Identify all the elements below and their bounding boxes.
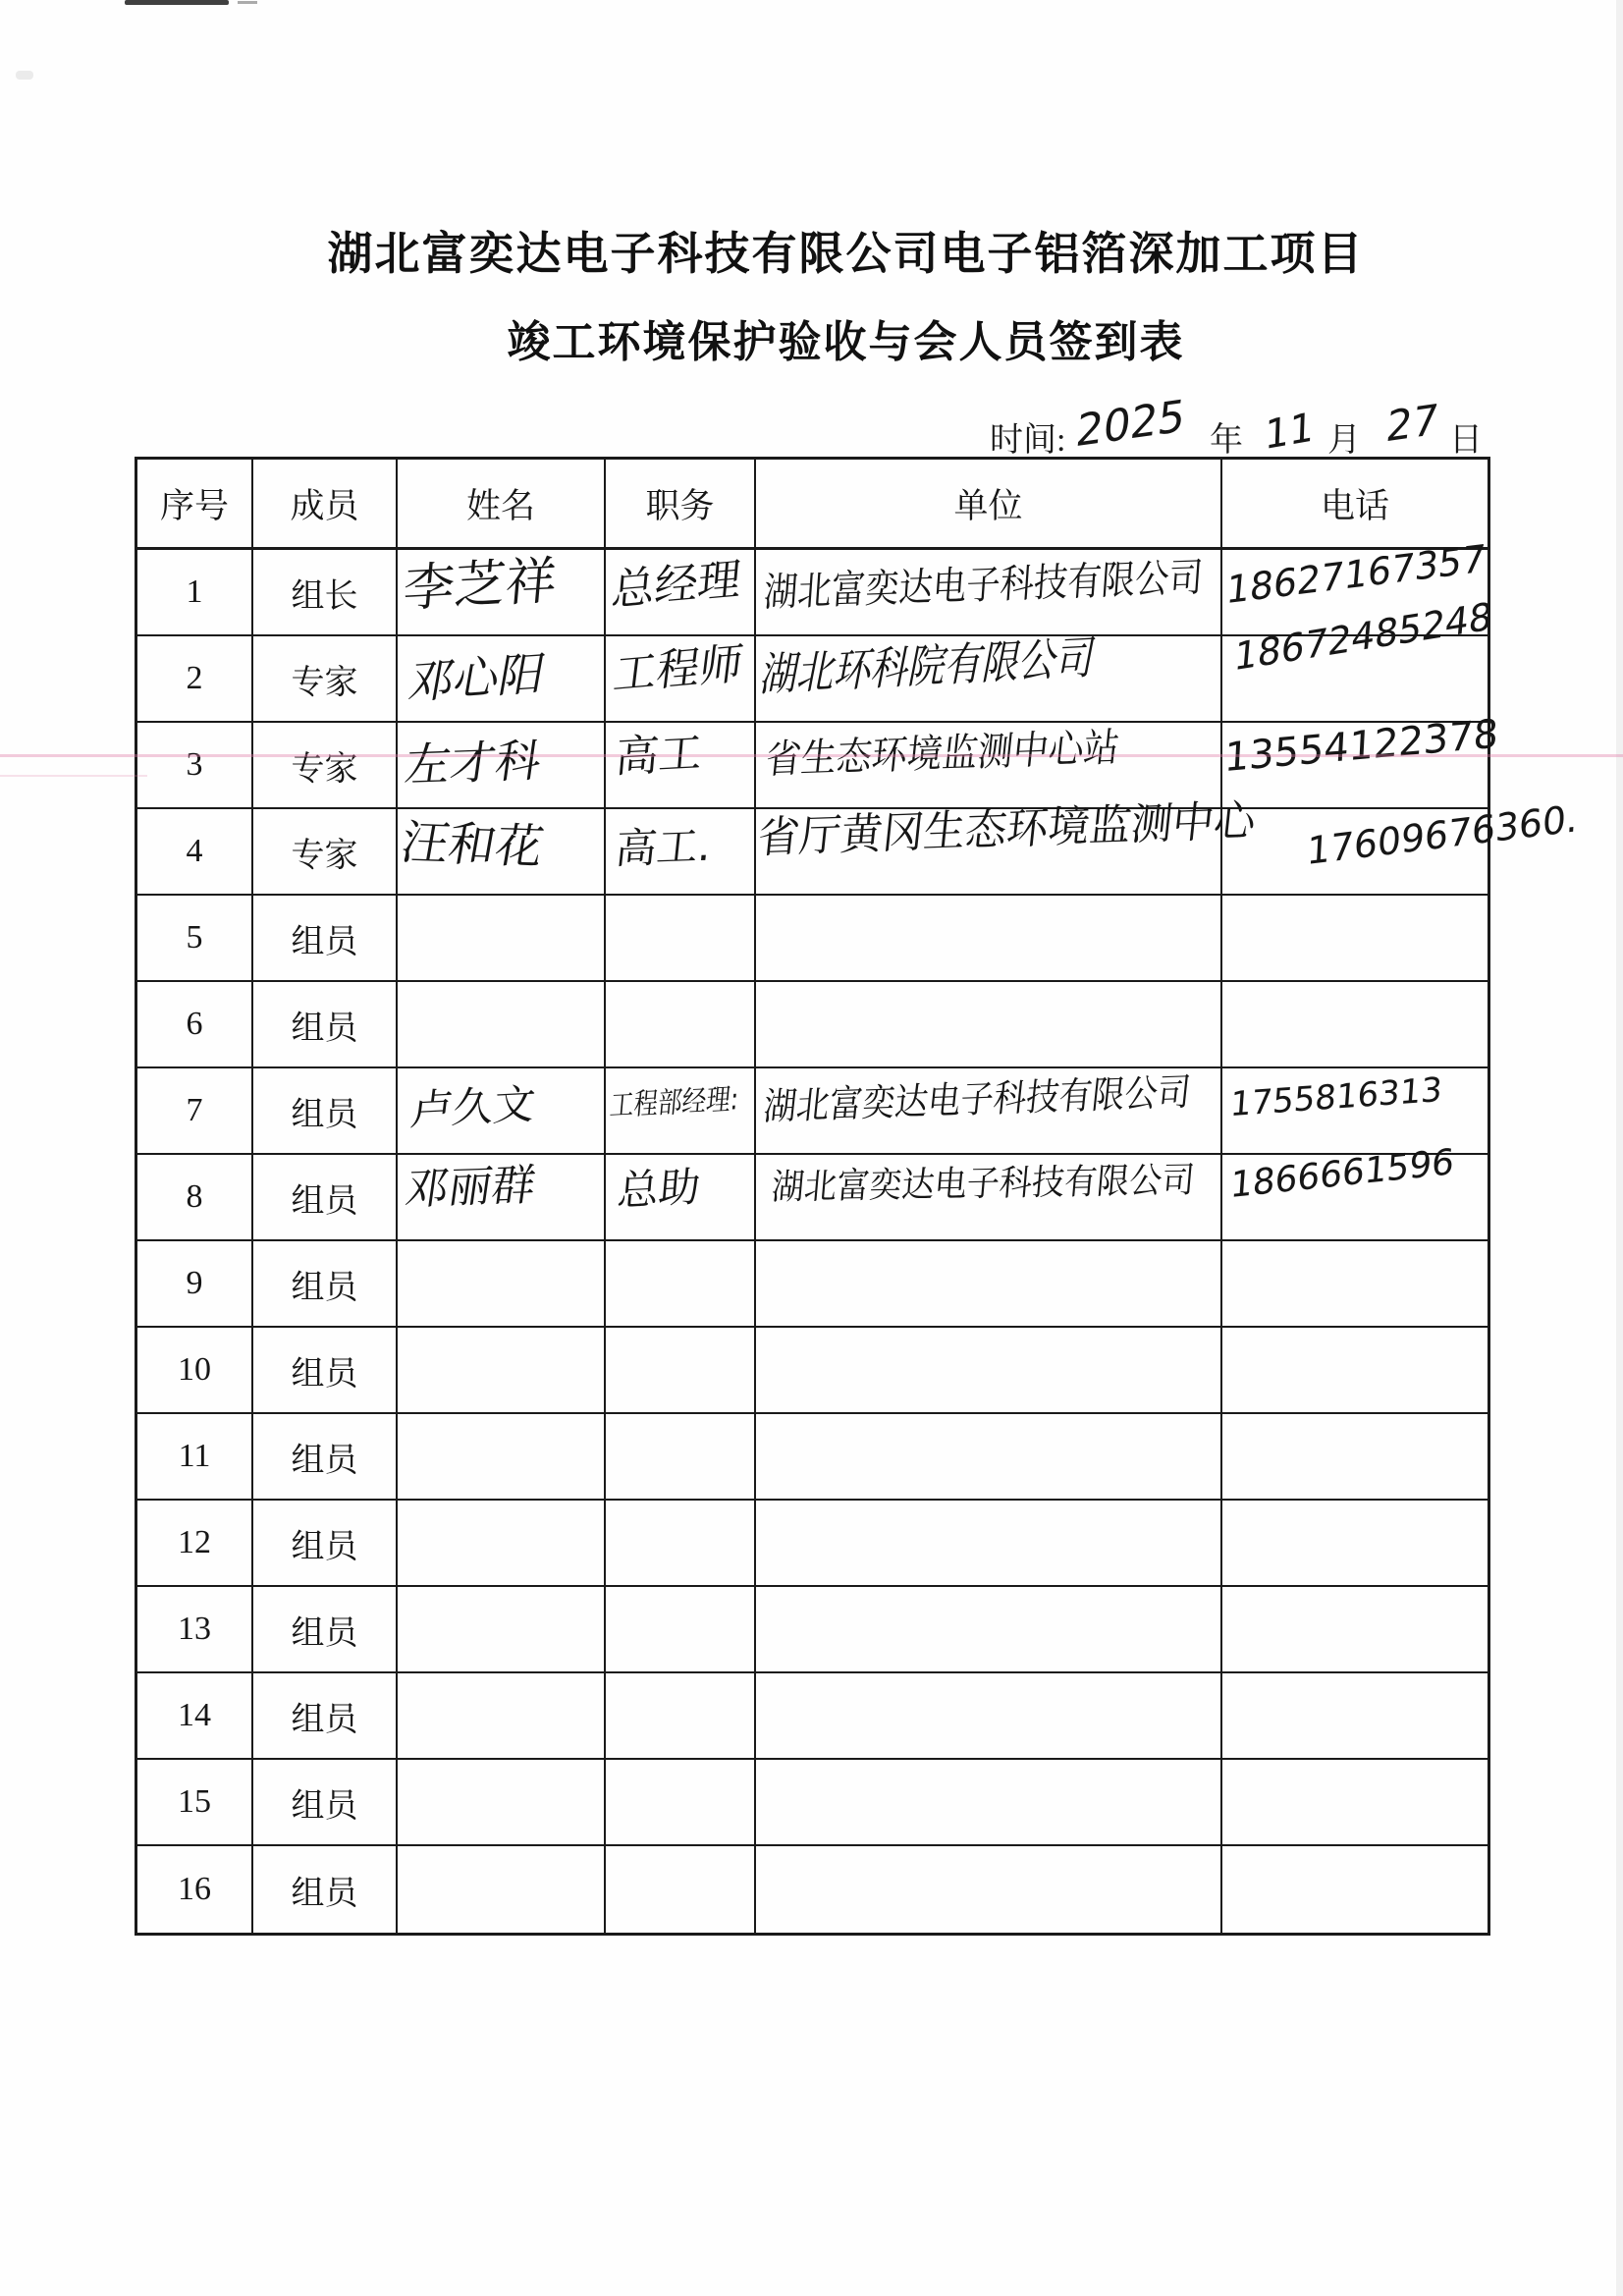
row-number: 11 — [137, 1414, 253, 1501]
position-cell — [606, 1501, 756, 1587]
row-number: 6 — [137, 982, 253, 1068]
date-line — [0, 390, 1623, 471]
member-type: 组员 — [253, 1328, 398, 1414]
name-cell — [398, 1587, 606, 1673]
table-row — [137, 982, 1488, 1068]
row-number: 7 — [137, 1068, 253, 1155]
name-cell — [398, 1155, 606, 1241]
member-type: 组员 — [253, 896, 398, 982]
handwritten-phone: 18672485248 — [1232, 593, 1494, 680]
table-row — [137, 1328, 1488, 1414]
name-cell — [398, 1068, 606, 1155]
handwritten-unit: 省厅黄冈生态环境监测中心 — [755, 795, 1259, 864]
handwritten-position: 高工 — [613, 728, 705, 784]
row-number: 3 — [137, 723, 253, 809]
phone-cell — [1222, 1241, 1488, 1328]
unit-cell — [756, 1846, 1222, 1933]
unit-cell — [756, 723, 1222, 809]
member-type: 组长 — [253, 550, 398, 636]
position-cell — [606, 1760, 756, 1846]
phone-cell — [1222, 1673, 1488, 1760]
unit-cell — [756, 1760, 1222, 1846]
name-cell — [398, 1846, 606, 1933]
unit-cell — [756, 1587, 1222, 1673]
name-cell — [398, 1760, 606, 1846]
header-member: 成员 — [253, 460, 398, 550]
position-cell — [606, 1068, 756, 1155]
handwritten-name: 卢久文 — [408, 1079, 538, 1135]
unit-cell — [756, 982, 1222, 1068]
phone-cell — [1222, 1141, 1488, 1241]
table-row — [137, 795, 1580, 896]
position-cell — [606, 1587, 756, 1673]
handwritten-phone: 1866661596 — [1228, 1141, 1456, 1207]
unit-cell — [756, 1241, 1222, 1328]
row-number: 8 — [137, 1155, 253, 1241]
date-year-unit: 年 — [1210, 422, 1243, 459]
table-row — [137, 1673, 1488, 1760]
phone-cell — [1222, 896, 1488, 982]
member-type: 组员 — [253, 1155, 398, 1241]
member-type: 专家 — [253, 809, 398, 896]
scan-artifact-speck — [16, 71, 33, 80]
position-cell — [606, 896, 756, 982]
table-row — [137, 711, 1500, 809]
member-type: 组员 — [253, 1501, 398, 1587]
document-title-line2: 竣工环境保护验收与会人员签到表 — [507, 318, 1185, 366]
signin-table — [135, 457, 1580, 1936]
member-type: 组员 — [253, 1846, 398, 1933]
date-month-handwritten: 11 — [1264, 404, 1315, 460]
name-cell — [398, 1501, 606, 1587]
unit-cell — [756, 1414, 1222, 1501]
handwritten-name: 李芝祥 — [401, 551, 560, 620]
name-cell — [398, 1414, 606, 1501]
row-number: 15 — [137, 1760, 253, 1846]
row-number: 12 — [137, 1501, 253, 1587]
name-cell — [398, 1241, 606, 1328]
row-number: 2 — [137, 636, 253, 723]
name-cell — [398, 1328, 606, 1414]
position-cell — [606, 1241, 756, 1328]
table-row — [137, 1241, 1488, 1328]
phone-cell — [1222, 1501, 1488, 1587]
name-cell — [398, 550, 606, 636]
handwritten-name: 左才科 — [402, 734, 545, 793]
handwritten-unit: 湖北富奕达电子科技有限公司 — [761, 1069, 1193, 1129]
phone-cell — [1222, 795, 1580, 896]
handwritten-unit: 湖北富奕达电子科技有限公司 — [762, 555, 1205, 617]
member-type: 组员 — [253, 982, 398, 1068]
unit-cell — [756, 1068, 1222, 1155]
phone-cell — [1222, 711, 1500, 809]
position-cell — [606, 1846, 756, 1933]
scan-artifact-top-streak — [125, 0, 229, 5]
table-row — [137, 1501, 1488, 1587]
name-cell — [398, 636, 606, 723]
date-label: 时间: — [990, 422, 1066, 459]
handwritten-name: 邓丽群 — [402, 1160, 539, 1216]
position-cell — [606, 809, 756, 896]
document-title-line1: 湖北富奕达电子科技有限公司电子铝箔深加工项目 — [327, 228, 1365, 279]
row-number: 10 — [137, 1328, 253, 1414]
handwritten-phone: 17609676360. — [1305, 795, 1580, 874]
name-cell — [398, 896, 606, 982]
handwritten-phone: 18627167357 — [1224, 536, 1488, 613]
table-row — [137, 1068, 1488, 1155]
table-row — [137, 1760, 1488, 1846]
name-cell — [398, 982, 606, 1068]
handwritten-name: 汪和花 — [397, 815, 548, 875]
phone-cell — [1222, 1414, 1488, 1501]
header-phone: 电话 — [1222, 460, 1488, 550]
phone-cell — [1222, 593, 1494, 723]
member-type: 组员 — [253, 1760, 398, 1846]
date-year-handwritten: 2025 — [1073, 390, 1188, 458]
member-type: 专家 — [253, 636, 398, 723]
row-number: 14 — [137, 1673, 253, 1760]
row-number: 9 — [137, 1241, 253, 1328]
table-row — [137, 896, 1488, 982]
phone-cell — [1222, 1846, 1488, 1933]
header-position: 职务 — [606, 460, 756, 550]
row-number: 16 — [137, 1846, 253, 1933]
member-type: 组员 — [253, 1068, 398, 1155]
date-day-unit: 日 — [1449, 422, 1483, 459]
member-type: 组员 — [253, 1241, 398, 1328]
handwritten-unit: 湖北环科院有限公司 — [756, 629, 1101, 702]
header-name: 姓名 — [398, 460, 606, 550]
name-cell — [398, 809, 606, 896]
position-cell — [606, 1673, 756, 1760]
unit-cell — [756, 1501, 1222, 1587]
handwritten-position: 工程师 — [610, 638, 746, 701]
scan-artifact-top-streak-2 — [238, 1, 257, 4]
position-cell — [606, 636, 756, 723]
position-cell — [606, 1328, 756, 1414]
position-cell — [606, 723, 756, 809]
table-row — [137, 1587, 1488, 1673]
position-cell — [606, 1414, 756, 1501]
handwritten-name: 邓心阳 — [405, 645, 550, 710]
date-day-handwritten: 27 — [1383, 394, 1441, 452]
header-row — [137, 460, 1488, 550]
row-number: 1 — [137, 550, 253, 636]
member-type: 组员 — [253, 1414, 398, 1501]
handwritten-position: 总助 — [615, 1162, 703, 1216]
handwritten-position: 总经理 — [609, 554, 743, 617]
handwritten-position: 高工. — [613, 821, 714, 874]
row-number: 4 — [137, 809, 253, 896]
handwritten-unit: 省生态环境监测中心站 — [763, 725, 1122, 784]
name-cell — [398, 1673, 606, 1760]
handwritten-unit: 湖北富奕达电子科技有限公司 — [770, 1160, 1197, 1209]
handwritten-phone: 1755816313 — [1228, 1069, 1444, 1125]
unit-cell — [756, 629, 1222, 723]
handwritten-position: 工程部经理: — [608, 1082, 740, 1124]
scan-artifact-pink-line — [0, 754, 1623, 757]
table-row — [137, 1141, 1488, 1241]
position-cell — [606, 1155, 756, 1241]
header-no: 序号 — [137, 460, 253, 550]
member-type: 组员 — [253, 1673, 398, 1760]
name-cell — [398, 723, 606, 809]
unit-cell — [756, 1673, 1222, 1760]
unit-cell — [755, 795, 1259, 896]
member-type: 专家 — [253, 723, 398, 809]
phone-cell — [1222, 982, 1488, 1068]
table-row — [137, 536, 1488, 636]
position-cell — [606, 982, 756, 1068]
date-month-unit: 月 — [1327, 422, 1361, 459]
row-number: 5 — [137, 896, 253, 982]
phone-cell — [1222, 1760, 1488, 1846]
unit-cell — [756, 1328, 1222, 1414]
row-number: 13 — [137, 1587, 253, 1673]
phone-cell — [1222, 1328, 1488, 1414]
member-type: 组员 — [253, 1587, 398, 1673]
handwritten-phone: 13554122378 — [1222, 711, 1500, 782]
phone-cell — [1222, 1587, 1488, 1673]
unit-cell — [756, 1155, 1222, 1241]
unit-cell — [756, 550, 1222, 636]
scan-artifact-pink-line-2 — [0, 775, 147, 777]
position-cell — [606, 550, 756, 636]
table-row — [137, 1846, 1488, 1933]
header-unit: 单位 — [756, 460, 1222, 550]
unit-cell — [756, 896, 1222, 982]
table-row — [137, 1414, 1488, 1501]
